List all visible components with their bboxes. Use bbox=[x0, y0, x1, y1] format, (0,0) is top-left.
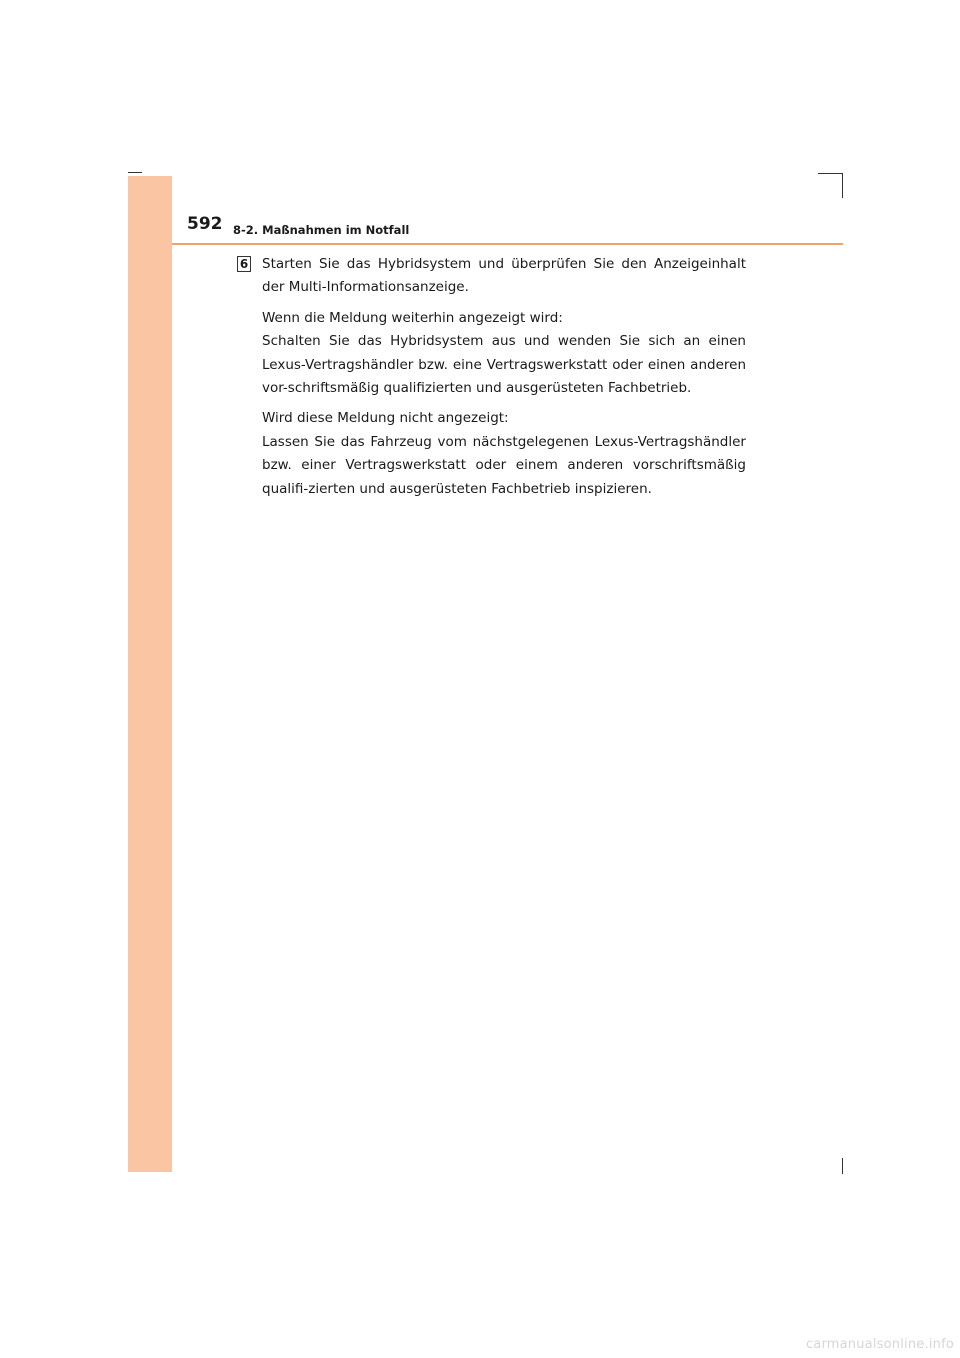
watermark: carmanualsonline.info bbox=[805, 1337, 954, 1352]
condition-heading-shown: Wenn die Meldung weiterhin angezeigt wird: bbox=[262, 309, 563, 326]
step-instruction: Starten Sie das Hybridsystem und überprüfen Sie den Anzeigeinhalt der Multi-Informationsanzeige. bbox=[262, 256, 746, 296]
step-content bbox=[262, 253, 746, 501]
condition-action-shown: Schalten Sie das Hybridsystem aus und wenden Sie sich an einen Lexus-Vertragshändler bzw. eine Vertragswerkstatt oder einen anderen vor-schriftsmäßig qualifizierten und ausgerüsteten Fachbetrieb. bbox=[262, 333, 746, 397]
crop-mark-top-right-vertical bbox=[842, 173, 843, 198]
header-rule bbox=[172, 243, 843, 245]
condition-action-not-shown: Lassen Sie das Fahrzeug vom nächstgelegenen Lexus-Vertragshändler bzw. einer Vertragswerkstatt oder einem anderen vorschriftsmäßig qualifi-zierten und ausgerüsteten Fachbetrieb inspizieren. bbox=[262, 433, 746, 497]
step-number-badge: 6 bbox=[237, 256, 251, 272]
crop-mark-top-left bbox=[128, 172, 142, 173]
section-title: 8-2. Maßnahmen im Notfall bbox=[233, 223, 410, 237]
crop-mark-top-right-horizontal bbox=[818, 173, 843, 174]
chapter-side-band bbox=[128, 176, 172, 1172]
crop-mark-bottom-right bbox=[842, 1158, 843, 1174]
condition-heading-not-shown: Wird diese Meldung nicht angezeigt: bbox=[262, 410, 509, 427]
page-number: 592 bbox=[187, 214, 223, 234]
